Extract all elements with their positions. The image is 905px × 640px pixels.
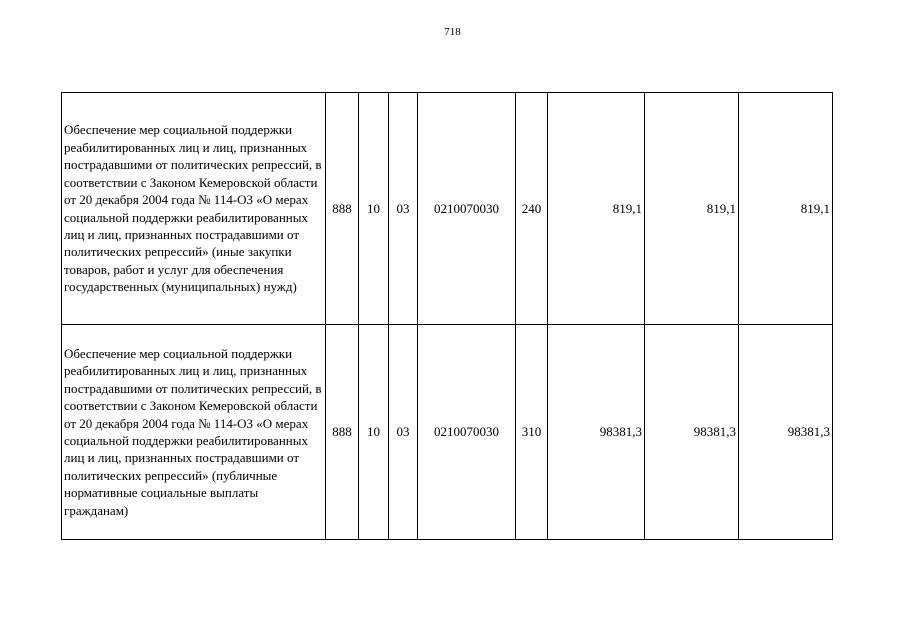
page-number: 718 bbox=[444, 26, 461, 38]
expense-type-code: 240 bbox=[516, 93, 548, 325]
amount-year-3: 98381,3 bbox=[739, 325, 833, 540]
subsection-code: 03 bbox=[389, 325, 418, 540]
table-row bbox=[62, 93, 833, 325]
target-article-code: 0210070030 bbox=[418, 93, 516, 325]
amount-year-1: 98381,3 bbox=[548, 325, 645, 540]
ministry-code: 888 bbox=[326, 93, 359, 325]
table-row bbox=[62, 325, 833, 540]
amount-year-2: 98381,3 bbox=[645, 325, 739, 540]
section-code: 10 bbox=[359, 325, 389, 540]
ministry-code: 888 bbox=[326, 325, 359, 540]
budget-table bbox=[61, 92, 833, 540]
expense-type-code: 310 bbox=[516, 325, 548, 540]
subsection-code: 03 bbox=[389, 93, 418, 325]
section-code: 10 bbox=[359, 93, 389, 325]
amount-year-1: 819,1 bbox=[548, 93, 645, 325]
amount-year-3: 819,1 bbox=[739, 93, 833, 325]
amount-year-2: 819,1 bbox=[645, 93, 739, 325]
row-description: Обеспечение мер социальной поддержки реабилитированных лиц и лиц, признанных пострадавшими от политических репрессий, в соответствии с Законом Кемеровской области от 20 декабря 2004 года № 114-ОЗ «О мерах социальной поддержки реабилитированных лиц и лиц, признанных пострадавшими от политических репрессий» (иные закупки товаров, работ и услуг для обеспечения государственных (муниципальных) нужд) bbox=[62, 93, 326, 325]
row-description: Обеспечение мер социальной поддержки реабилитированных лиц и лиц, признанных пострадавшими от политических репрессий, в соответствии с Законом Кемеровской области от 20 декабря 2004 года № 114-ОЗ «О мерах социальной поддержки реабилитированных лиц и лиц, признанных пострадавшими от политических репрессий» (публичные нормативные социальные выплаты гражданам) bbox=[62, 325, 326, 540]
target-article-code: 0210070030 bbox=[418, 325, 516, 540]
